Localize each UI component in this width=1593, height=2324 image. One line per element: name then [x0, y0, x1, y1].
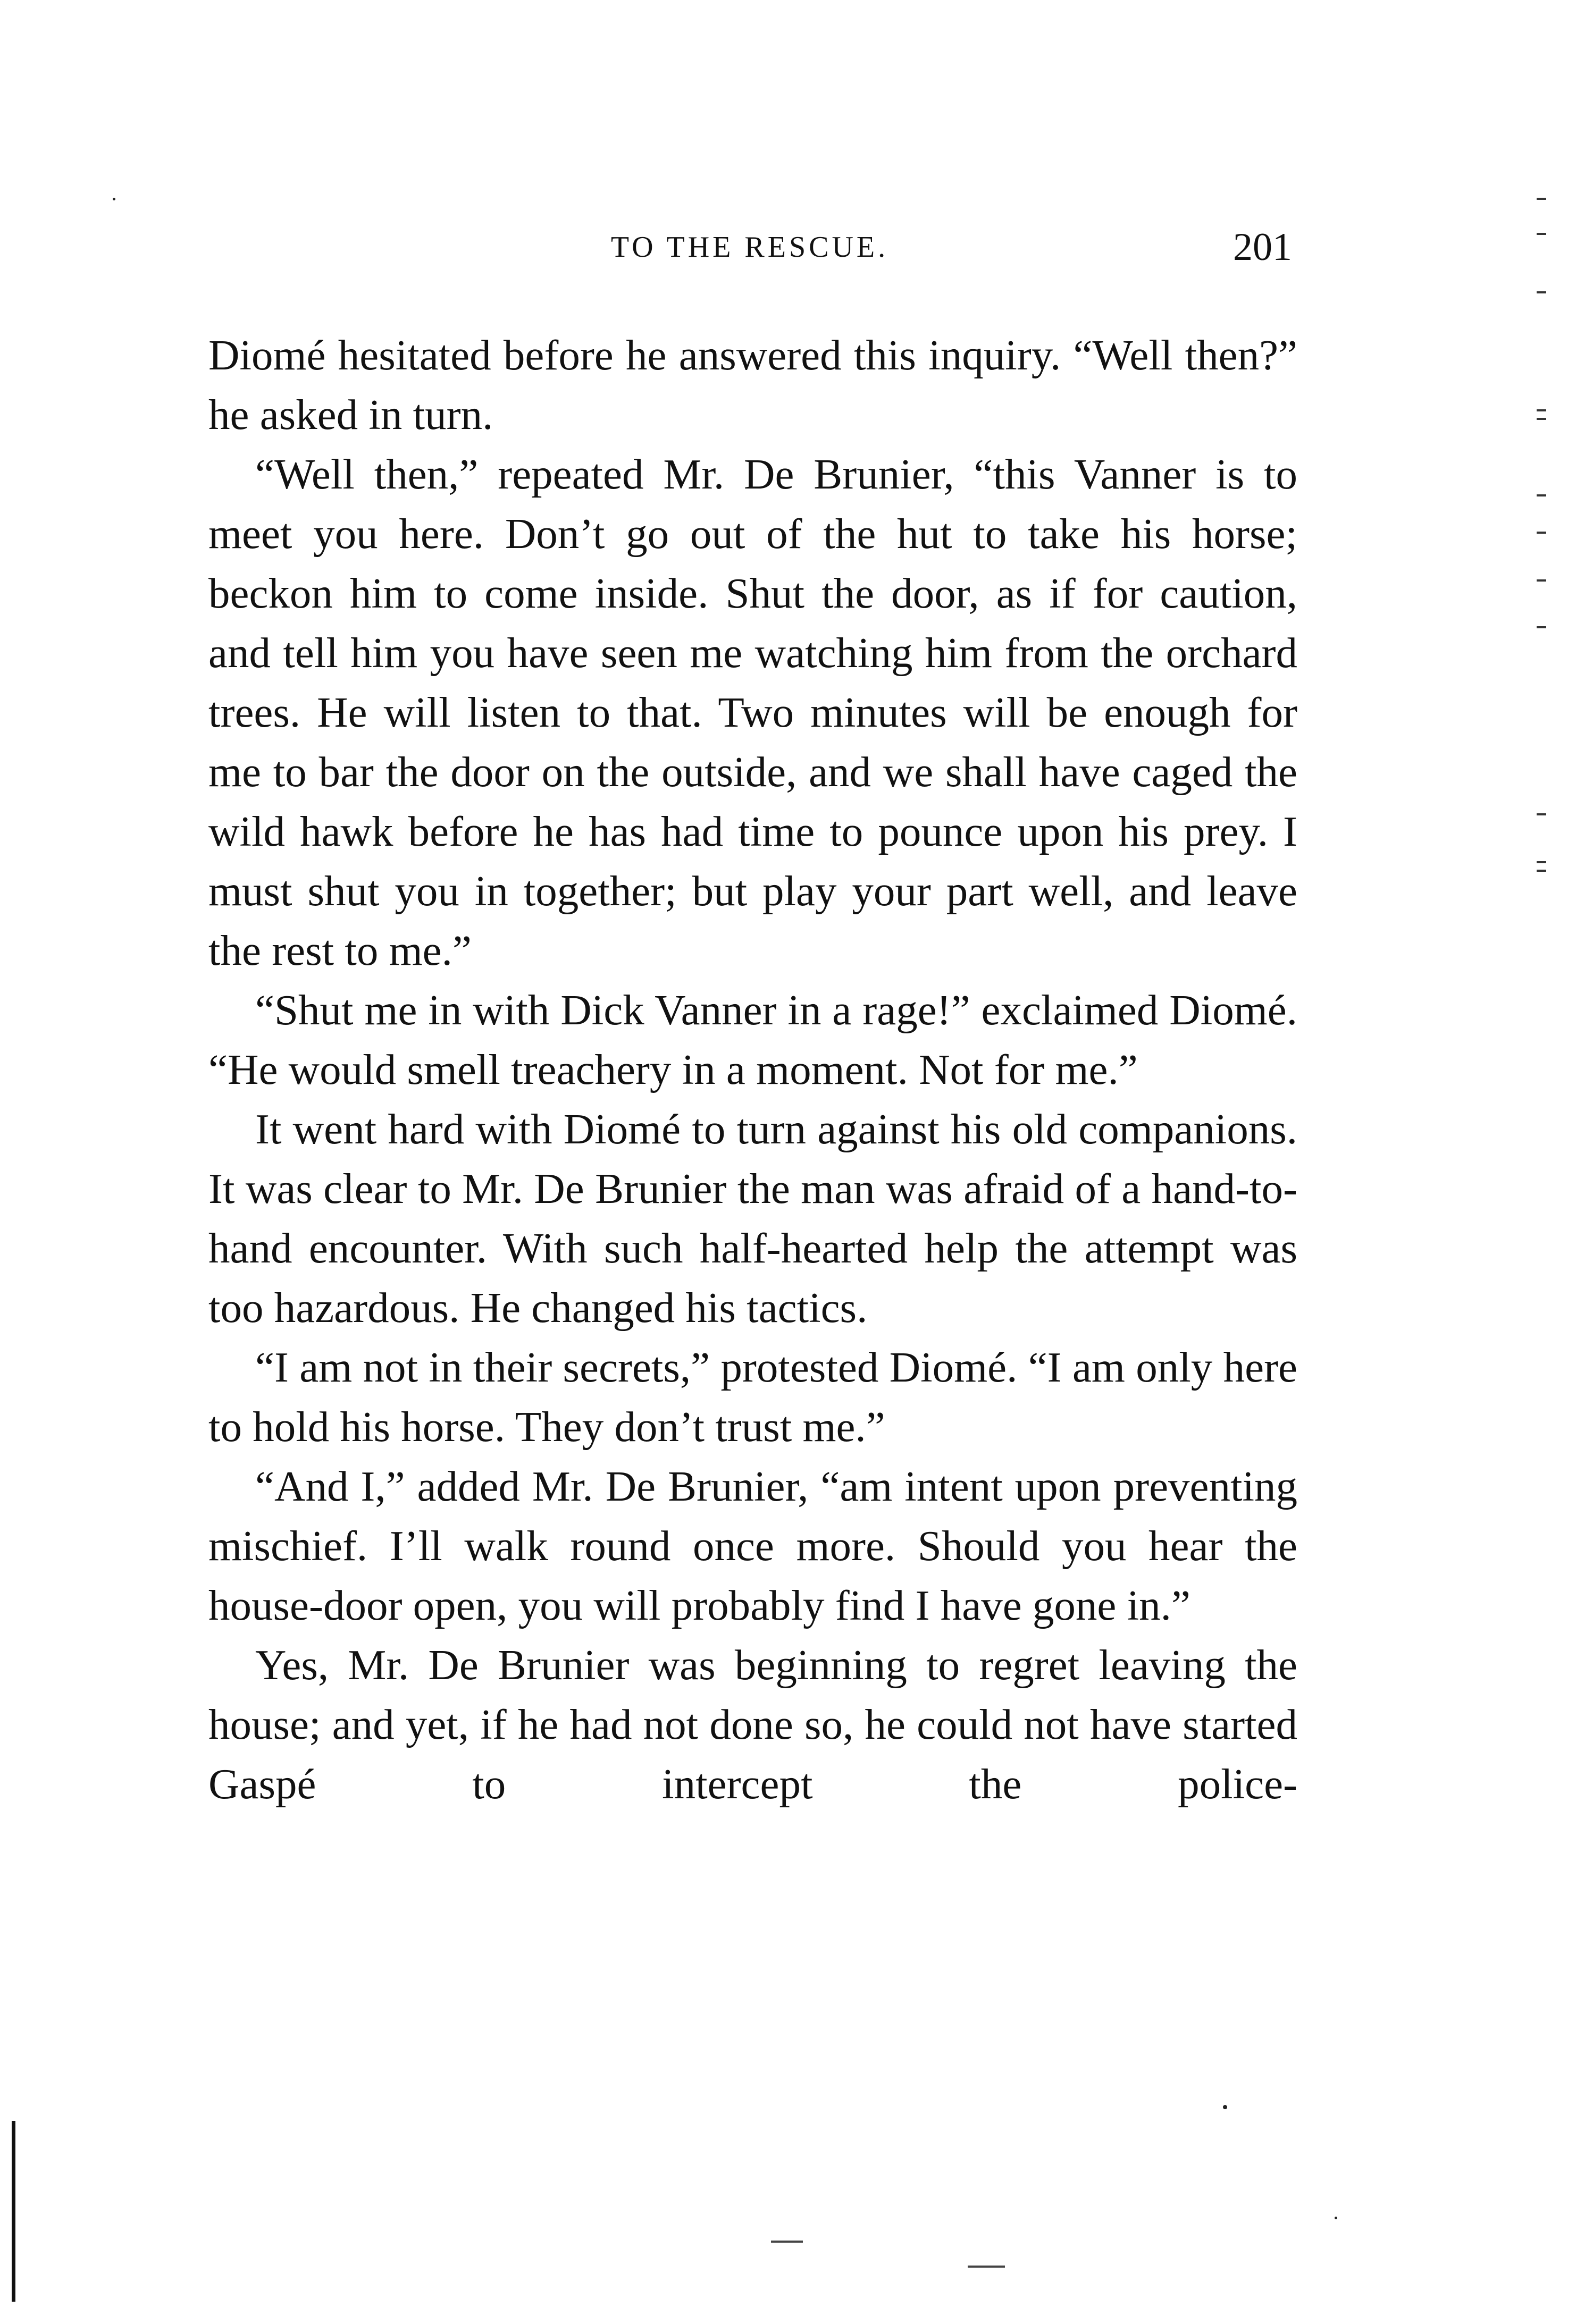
scan-mark [1537, 813, 1546, 815]
paragraph: Diomé hesitated before he answered this inquiry. “Well then?” he asked in turn. [208, 331, 1297, 439]
scan-mark [1537, 532, 1546, 534]
scan-mark [1537, 198, 1546, 200]
paragraph: Yes, Mr. De Brunier was beginning to regret leaving the house; and yet, if he had not done so, he could not have started Gaspé to intercept the police- [208, 1641, 1297, 1808]
scan-dash [771, 2241, 803, 2243]
paragraph: “And I,” added Mr. De Brunier, “am intent upon preventing mischief. I’ll walk round once more. Should you hear the house-door open, you will probably find I have gone in.” [208, 1462, 1297, 1629]
body-text [208, 325, 1297, 1814]
page-number: 201 [1233, 225, 1292, 269]
scan-mark [1537, 233, 1546, 235]
scan-edge-rule [12, 2121, 15, 2302]
paragraph: “I am not in their secrets,” protested Diomé. “I am only here to hold his horse. They don’t trust me.” [208, 1343, 1297, 1451]
scan-speck [113, 198, 115, 200]
scan-mark [1537, 494, 1546, 496]
scan-mark [1537, 418, 1546, 420]
paragraph: “Well then,” repeated Mr. De Brunier, “this Vanner is to meet you here. Don’t go out of the hut to take his horse; beckon him to come inside. Shut the door, as if for caution, and tell him you have seen me watching him from the orchard trees. He will listen to that. Two minutes will be enough for me to bar the door on the outside, and we shall have caged the wild hawk before he has had time to pounce upon his prey. I must shut you in together; but play your part well, and leave the rest to me.” [208, 450, 1297, 974]
scan-mark [1537, 861, 1546, 863]
scan-speck [1335, 2217, 1337, 2219]
scan-mark [1537, 579, 1546, 582]
paragraph: “Shut me in with Dick Vanner in a rage!” exclaimed Diomé. “He would smell treachery in a moment. Not for me.” [208, 986, 1297, 1093]
scan-dash [968, 2266, 1005, 2268]
scan-mark [1537, 291, 1546, 293]
scan-mark [1537, 409, 1546, 411]
scan-mark [1537, 870, 1546, 872]
page-header [207, 218, 1292, 276]
scan-speck [1223, 2105, 1227, 2109]
paragraph: It went hard with Diomé to turn against his old companions. It was clear to Mr. De Brunier the man was afraid of a hand-to-hand encounter. With such half-hearted help the attempt was too hazardous. He changed his tactics. [208, 1105, 1297, 1332]
scan-mark [1537, 626, 1546, 628]
running-title: TO THE RESCUE. [610, 231, 889, 264]
